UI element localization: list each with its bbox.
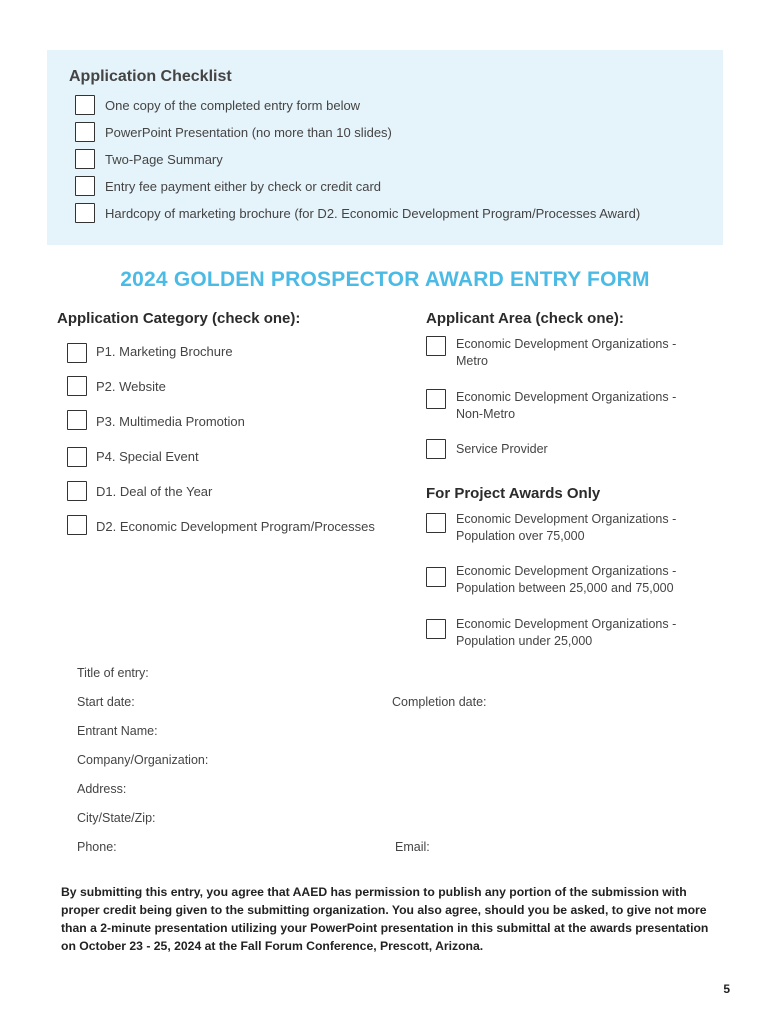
category-checkbox-d1[interactable]	[67, 481, 87, 501]
application-checklist	[47, 50, 723, 245]
category-checkbox-p1[interactable]	[67, 343, 87, 363]
checklist-item-label: Entry fee payment either by check or credit card	[105, 179, 382, 194]
title-of-entry-field[interactable]: Title of entry:	[77, 666, 149, 680]
email-field[interactable]: Email:	[395, 840, 430, 854]
category-label-p1: P1. Marketing Brochure	[96, 344, 233, 359]
city-state-zip-field[interactable]: City/State/Zip:	[77, 811, 156, 825]
checklist-item-label: PowerPoint Presentation (no more than 10 slides)	[105, 125, 392, 140]
category-checkbox-p2[interactable]	[67, 376, 87, 396]
category-checkbox-d2[interactable]	[67, 515, 87, 535]
form-title: 2024 GOLDEN PROSPECTOR AWARD ENTRY FORM	[120, 268, 650, 291]
category-label-p3: P3. Multimedia Promotion	[96, 414, 245, 429]
page-number: 5	[723, 982, 730, 996]
category-heading: Application Category (check one):	[57, 310, 301, 327]
area-heading: Applicant Area (check one):	[426, 310, 624, 327]
area-label-non-metro: Economic Development Organizations - Non-Metro	[456, 390, 677, 421]
area-checkbox-service-provider[interactable]	[426, 439, 446, 459]
company-field[interactable]: Company/Organization:	[77, 753, 209, 767]
start-date-field[interactable]: Start date:	[77, 695, 135, 709]
category-label-d2: D2. Economic Development Program/Processes	[96, 519, 375, 534]
category-label-p2: P2. Website	[96, 379, 166, 394]
area-checkbox-non-metro[interactable]	[426, 389, 446, 409]
phone-field[interactable]: Phone:	[77, 840, 117, 854]
checklist-title: Application Checklist	[69, 68, 232, 85]
category-checkbox-p3[interactable]	[67, 410, 87, 430]
disclaimer-text: By submitting this entry, you agree that AAED has permission to publish any portion of the submission with proper credit being given to the submitting organization. You also agree, should you be asked, to give not more than a 2-minute presentation utilizing your PowerPoint presentation in this submittal at the awards presentation on October 23 - 25, 2024 at the Fall Forum Conference, Prescott, Arizona.	[61, 885, 709, 953]
project-label-over-75000: Economic Development Organizations - Population over 75,000	[456, 512, 677, 543]
category-checkbox-p4[interactable]	[67, 447, 87, 467]
project-heading: For Project Awards Only	[426, 485, 601, 502]
category-label-d1: D1. Deal of the Year	[96, 484, 213, 499]
checklist-item-label: Two-Page Summary	[105, 152, 223, 167]
address-field[interactable]: Address:	[77, 782, 127, 796]
entrant-name-field[interactable]: Entrant Name:	[77, 724, 158, 738]
checklist-checkbox-entry-fee[interactable]	[75, 176, 95, 196]
project-checkbox-over-75000[interactable]	[426, 513, 446, 533]
completion-date-field[interactable]: Completion date:	[392, 695, 487, 709]
area-checkbox-metro[interactable]	[426, 336, 446, 356]
area-label-metro: Economic Development Organizations - Metro	[456, 337, 677, 368]
area-label-service-provider: Service Provider	[456, 442, 548, 456]
checklist-item-label: Hardcopy of marketing brochure (for D2. Economic Development Program/Processes Award)	[105, 206, 641, 221]
checklist-checkbox-powerpoint[interactable]	[75, 122, 95, 142]
category-label-p4: P4. Special Event	[96, 449, 199, 464]
checklist-item-label: One copy of the completed entry form below	[105, 98, 361, 113]
checklist-checkbox-brochure[interactable]	[75, 203, 95, 223]
project-checkbox-under-25000[interactable]	[426, 619, 446, 639]
checklist-checkbox-summary[interactable]	[75, 149, 95, 169]
project-checkbox-25000-75000[interactable]	[426, 567, 446, 587]
project-label-under-25000: Economic Development Organizations - Population under 25,000	[456, 617, 677, 648]
checklist-checkbox-entry-form[interactable]	[75, 95, 95, 115]
project-label-25000-75000: Economic Development Organizations - Population between 25,000 and 75,000	[456, 564, 677, 595]
